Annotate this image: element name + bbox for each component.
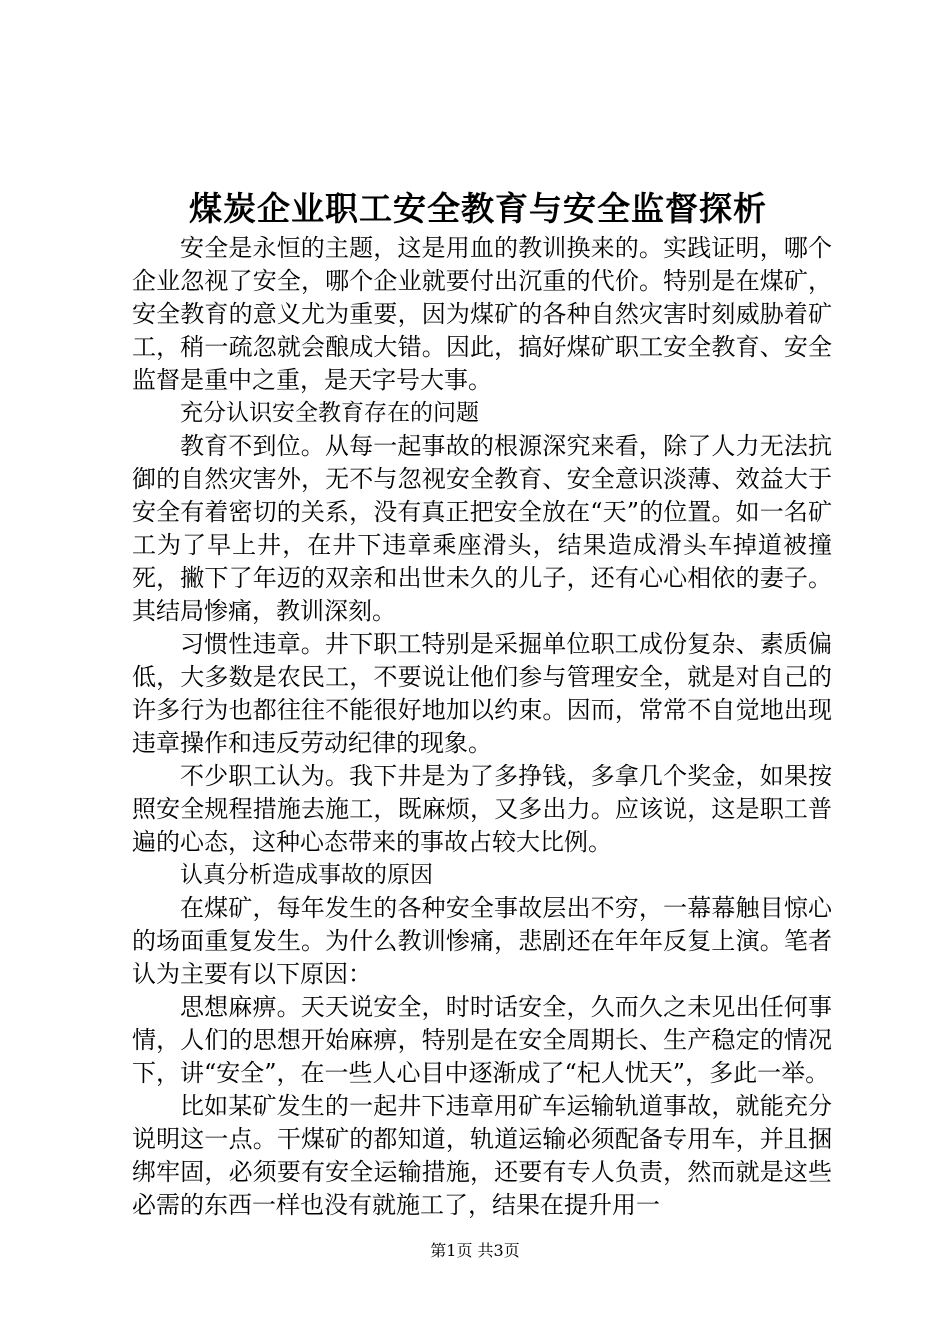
document-page [132, 186, 832, 1222]
body-paragraph: 习惯性违章。井下职工特别是采掘单位职工成份复杂、素质偏低，大多数是农民工，不要说让他们参与管理安全，就是对自己的许多行为也都往往不能很好地加以约束。因而，常常不自觉地出现违章操作和违反劳动纪律的现象。 [132, 630, 832, 757]
document-title: 煤炭企业职工安全教育与安全监督探析 [189, 189, 767, 228]
body-paragraph: 比如某矿发生的一起井下违章用矿车运输轨道事故，就能充分说明这一点。干煤矿的都知道，轨道运输必须配备专用车，并且捆绑牢固，必须要有安全运输措施，还要有专人负责，然而就是这些必需的东西一样也没有就施工了，结果在提升用一 [132, 1092, 832, 1219]
body-paragraph: 不少职工认为。我下井是为了多挣钱，多拿几个奖金，如果按照安全规程措施去施工，既麻烦，又多出力。应该说，这是职工普遍的心态，这种心态带来的事故占较大比例。 [132, 762, 832, 856]
body-paragraph: 教育不到位。从每一起事故的根源深究来看，除了人力无法抗御的自然灾害外，无不与忽视安全教育、安全意识淡薄、效益大于安全有着密切的关系，没有真正把安全放在“天”的位置。如一名矿工为了早上井，在井下违章乘座滑头，结果造成滑头车掉道被撞死，撇下了年迈的双亲和出世未久的儿子，还有心心相依的妻子。其结局惨痛，教训深刻。 [132, 432, 832, 625]
body-paragraph: 在煤矿，每年发生的各种安全事故层出不穷，一幕幕触目惊心的场面重复发生。为什么教训惨痛，悲剧还在年年反复上演。笔者认为主要有以下原因： [132, 894, 832, 988]
body-paragraph: 思想麻痹。天天说安全，时时话安全，久而久之未见出任何事情，人们的思想开始麻痹，特别是在安全周期长、生产稳定的情况下，讲“安全”，在一些人心目中逐渐成了“杞人忧天”，多此一举。 [132, 993, 832, 1087]
section-heading: 充分认识安全教育存在的问题 [180, 400, 479, 426]
section-heading: 认真分析造成事故的原因 [180, 862, 433, 888]
page-footer: 第1页 共3页 [430, 1241, 520, 1260]
body-paragraph: 安全是永恒的主题，这是用血的教训换来的。实践证明，哪个企业忽视了安全，哪个企业就要付出沉重的代价。特别是在煤矿，安全教育的意义尤为重要，因为煤矿的各种自然灾害时刻威胁着矿工，稍一疏忽就会酿成大错。因此，搞好煤矿职工安全教育、安全监督是重中之重，是天字号大事。 [132, 234, 832, 394]
